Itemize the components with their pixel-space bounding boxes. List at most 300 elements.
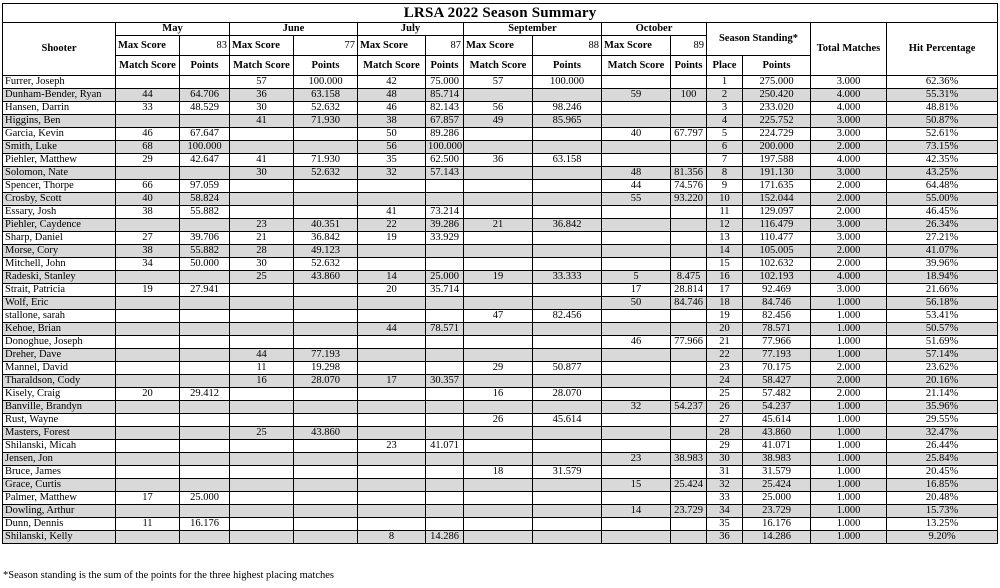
may-match-score-cell [116,323,180,336]
july-match-score-cell: 22 [358,219,426,232]
may-match-score-cell [116,167,180,180]
june-points-cell [294,310,358,323]
may-points-cell [180,505,230,518]
july-match-score-cell: 56 [358,141,426,154]
september-match-score-cell [464,427,533,440]
total-matches-cell: 2.000 [811,258,887,271]
place-cell: 17 [707,284,743,297]
september-match-score-cell: 18 [464,466,533,479]
standing-points-cell: 54.237 [743,401,811,414]
shooter-name-cell: Piehler, Matthew [3,154,116,167]
max-score-label: Max Score [464,36,533,56]
september-match-score-cell [464,492,533,505]
standing-points-cell: 23.729 [743,505,811,518]
july-match-score-cell [358,466,426,479]
standing-points-cell: 38.983 [743,453,811,466]
place-cell: 21 [707,336,743,349]
shooter-name-cell: Piehler, Caydence [3,219,116,232]
standing-points-cell: 171.635 [743,180,811,193]
july-match-score-cell: 50 [358,128,426,141]
july-points-cell [426,245,464,258]
hit-percentage-cell: 23.62% [887,362,998,375]
june-points-cell: 19.298 [294,362,358,375]
october-match-score-cell [602,206,671,219]
may-points-cell: 39.706 [180,232,230,245]
table-row [3,284,998,297]
shooter-name-cell: Mannel, David [3,362,116,375]
table-row [3,219,998,232]
may-points-cell [180,479,230,492]
july-points-cell [426,258,464,271]
september-points-cell [533,141,602,154]
june-match-score-cell: 41 [230,115,294,128]
june-points-cell [294,492,358,505]
place-header: Place [707,56,743,76]
july-points-cell: 85.714 [426,89,464,102]
shooter-name-cell: Dunham-Bender, Ryan [3,89,116,102]
september-points-cell: 50.877 [533,362,602,375]
place-cell: 32 [707,479,743,492]
june-match-score-cell [230,206,294,219]
standing-points-cell: 92.469 [743,284,811,297]
hit-percentage-cell: 43.25% [887,167,998,180]
october-points-cell [671,115,707,128]
standing-points-cell: 31.579 [743,466,811,479]
october-points-cell [671,440,707,453]
september-match-score-cell [464,141,533,154]
total-matches-cell: 2.000 [811,180,887,193]
shooter-name-cell: Bruce, James [3,466,116,479]
june-match-score-cell: 41 [230,154,294,167]
september-match-score-cell: 21 [464,219,533,232]
october-points-cell [671,362,707,375]
june-match-score-cell [230,297,294,310]
hit-percentage-cell: 26.34% [887,219,998,232]
september-points-cell [533,531,602,544]
july-match-score-cell [358,388,426,401]
total-matches-cell: 1.000 [811,440,887,453]
place-cell: 31 [707,466,743,479]
hit-percentage-cell: 57.14% [887,349,998,362]
june-points-cell [294,518,358,531]
october-match-score-cell: 50 [602,297,671,310]
may-points-cell [180,297,230,310]
place-cell: 34 [707,505,743,518]
october-match-score-cell [602,388,671,401]
october-points-cell [671,427,707,440]
table-row [3,505,998,518]
standing-points-cell: 77.193 [743,349,811,362]
may-points-cell: 16.176 [180,518,230,531]
total-matches-cell: 1.000 [811,297,887,310]
september-points-cell: 28.070 [533,388,602,401]
hit-percentage-cell: 18.94% [887,271,998,284]
table-row [3,531,998,544]
total-matches-cell: 1.000 [811,427,887,440]
october-points-cell [671,466,707,479]
september-points-cell [533,193,602,206]
may-match-score-cell [116,453,180,466]
total-matches-cell: 1.000 [811,336,887,349]
total-matches-cell: 2.000 [811,375,887,388]
place-cell: 28 [707,427,743,440]
table-row [3,336,998,349]
place-cell: 1 [707,76,743,89]
shooter-name-cell: Hansen, Darrin [3,102,116,115]
hit-percentage-cell: 42.35% [887,154,998,167]
october-points-cell: 38.983 [671,453,707,466]
may-match-score-cell [116,505,180,518]
july-points-cell [426,180,464,193]
match-score-header: Match Score [358,56,426,76]
shooter-name-cell: Donoghue, Joseph [3,336,116,349]
season-standing-header: Season Standing* [707,23,811,56]
standing-points-cell: 84.746 [743,297,811,310]
may-match-score-cell: 68 [116,141,180,154]
july-match-score-cell [358,453,426,466]
june-match-score-cell [230,401,294,414]
hit-percentage-cell: 15.73% [887,505,998,518]
september-points-cell [533,492,602,505]
june-points-cell [294,284,358,297]
match-score-header: Match Score [602,56,671,76]
september-points-cell [533,89,602,102]
october-points-cell [671,258,707,271]
july-match-score-cell [358,427,426,440]
july-points-cell: 89.286 [426,128,464,141]
july-match-score-cell [358,349,426,362]
total-matches-cell: 2.000 [811,141,887,154]
october-match-score-cell [602,232,671,245]
season-summary-table [2,3,998,544]
july-points-cell [426,518,464,531]
may-points-cell: 48.529 [180,102,230,115]
max-score-value: 83 [180,36,230,56]
june-points-cell: 52.632 [294,167,358,180]
place-cell: 25 [707,388,743,401]
shooter-name-cell: Wolf, Eric [3,297,116,310]
may-match-score-cell [116,219,180,232]
june-points-cell: 40.351 [294,219,358,232]
october-points-cell: 74.576 [671,180,707,193]
total-matches-cell: 2.000 [811,245,887,258]
june-points-cell [294,388,358,401]
july-match-score-cell: 46 [358,102,426,115]
table-row [3,375,998,388]
september-points-cell [533,505,602,518]
september-match-score-cell: 19 [464,271,533,284]
september-points-cell: 82.456 [533,310,602,323]
may-points-cell: 27.941 [180,284,230,297]
may-points-cell: 97.059 [180,180,230,193]
may-match-score-cell: 66 [116,180,180,193]
september-match-score-cell: 26 [464,414,533,427]
september-points-cell [533,336,602,349]
hit-percentage-cell: 25.84% [887,453,998,466]
table-row [3,349,998,362]
july-match-score-cell [358,414,426,427]
standing-points-cell: 57.482 [743,388,811,401]
may-points-cell: 29.412 [180,388,230,401]
july-match-score-cell [358,518,426,531]
september-points-cell [533,128,602,141]
may-points-cell: 67.647 [180,128,230,141]
july-points-cell: 82.143 [426,102,464,115]
october-points-cell [671,219,707,232]
hit-percentage-cell: 20.16% [887,375,998,388]
october-match-score-cell [602,76,671,89]
total-matches-cell: 3.000 [811,76,887,89]
june-points-cell [294,297,358,310]
table-row [3,258,998,271]
place-cell: 19 [707,310,743,323]
shooter-name-cell: Palmer, Matthew [3,492,116,505]
september-match-score-cell [464,479,533,492]
standing-points-cell: 45.614 [743,414,811,427]
standing-points-cell: 197.588 [743,154,811,167]
may-match-score-cell: 46 [116,128,180,141]
september-points-cell [533,349,602,362]
october-match-score-cell [602,375,671,388]
place-cell: 24 [707,375,743,388]
may-points-cell [180,362,230,375]
max-score-value: 88 [533,36,602,56]
standing-points-cell: 43.860 [743,427,811,440]
october-points-cell [671,141,707,154]
july-points-cell: 73.214 [426,206,464,219]
october-match-score-cell [602,141,671,154]
september-match-score-cell [464,180,533,193]
hit-percentage-cell: 41.07% [887,245,998,258]
shooter-name-cell: Essary, Josh [3,206,116,219]
september-points-cell: 31.579 [533,466,602,479]
shooter-name-cell: Kisely, Craig [3,388,116,401]
place-cell: 8 [707,167,743,180]
standing-points-cell: 250.420 [743,89,811,102]
standing-points-cell: 16.176 [743,518,811,531]
shooter-name-cell: Radeski, Stanley [3,271,116,284]
may-points-cell [180,375,230,388]
october-match-score-cell [602,427,671,440]
june-match-score-cell [230,180,294,193]
july-match-score-cell [358,297,426,310]
place-cell: 14 [707,245,743,258]
june-points-cell [294,336,358,349]
october-points-cell [671,518,707,531]
place-cell: 16 [707,271,743,284]
july-match-score-cell [358,362,426,375]
may-match-score-cell: 38 [116,206,180,219]
standing-points-cell: 152.044 [743,193,811,206]
points-header: Points [180,56,230,76]
may-match-score-cell [116,375,180,388]
september-points-cell [533,297,602,310]
july-points-cell: 62.500 [426,154,464,167]
july-match-score-cell: 44 [358,323,426,336]
june-match-score-cell [230,336,294,349]
shooter-name-cell: Kehoe, Brian [3,323,116,336]
september-match-score-cell [464,531,533,544]
september-match-score-cell: 29 [464,362,533,375]
total-matches-cell: 4.000 [811,102,887,115]
july-points-cell: 14.286 [426,531,464,544]
may-match-score-cell: 33 [116,102,180,115]
standing-points-cell: 116.479 [743,219,811,232]
hit-percentage-cell: 48.81% [887,102,998,115]
may-points-cell [180,349,230,362]
hit-percentage-cell: 64.48% [887,180,998,193]
october-points-cell: 28.814 [671,284,707,297]
shooter-name-cell: stallone, sarah [3,310,116,323]
september-match-score-cell [464,349,533,362]
july-points-cell [426,193,464,206]
june-match-score-cell [230,193,294,206]
place-cell: 35 [707,518,743,531]
june-match-score-cell [230,128,294,141]
october-match-score-cell: 55 [602,193,671,206]
september-match-score-cell: 56 [464,102,533,115]
season-summary-sheet [2,3,997,544]
may-points-cell: 25.000 [180,492,230,505]
july-points-cell: 78.571 [426,323,464,336]
october-points-cell: 25.424 [671,479,707,492]
hit-percentage-cell: 35.96% [887,401,998,414]
october-match-score-cell [602,362,671,375]
september-points-cell: 85.965 [533,115,602,128]
may-match-score-cell: 29 [116,154,180,167]
hit-percentage-cell: 32.47% [887,427,998,440]
july-points-cell: 25.000 [426,271,464,284]
july-points-cell [426,297,464,310]
july-points-cell: 30.357 [426,375,464,388]
shooter-name-cell: Crosby, Scott [3,193,116,206]
june-points-cell: 52.632 [294,258,358,271]
shooter-name-cell: Dunn, Dennis [3,518,116,531]
table-row [3,128,998,141]
total-matches-cell: 3.000 [811,219,887,232]
september-points-cell [533,427,602,440]
may-points-cell [180,219,230,232]
july-match-score-cell [358,479,426,492]
september-match-score-cell [464,401,533,414]
july-match-score-cell: 23 [358,440,426,453]
june-match-score-cell [230,518,294,531]
standing-points-cell: 25.000 [743,492,811,505]
july-points-cell [426,414,464,427]
place-cell: 27 [707,414,743,427]
table-row [3,141,998,154]
july-points-cell: 39.286 [426,219,464,232]
total-matches-cell: 4.000 [811,154,887,167]
june-match-score-cell: 23 [230,219,294,232]
may-match-score-cell: 19 [116,284,180,297]
hit-percentage-cell: 56.18% [887,297,998,310]
july-match-score-cell [358,245,426,258]
july-match-score-cell: 14 [358,271,426,284]
hit-percentage-cell: 21.14% [887,388,998,401]
june-points-cell [294,479,358,492]
hit-percentage-cell: 73.15% [887,141,998,154]
match-score-header: Match Score [230,56,294,76]
may-points-cell [180,323,230,336]
june-points-cell: 49.123 [294,245,358,258]
september-points-cell [533,167,602,180]
total-matches-cell: 2.000 [811,193,887,206]
shooter-name-cell: Solomon, Nate [3,167,116,180]
june-match-score-cell [230,440,294,453]
may-points-cell [180,76,230,89]
hit-percentage-cell: 20.45% [887,466,998,479]
match-score-header: Match Score [116,56,180,76]
june-match-score-cell: 28 [230,245,294,258]
june-points-cell: 36.842 [294,232,358,245]
may-match-score-cell [116,336,180,349]
shooter-name-cell: Shilanski, Kelly [3,531,116,544]
standing-points-cell: 233.020 [743,102,811,115]
place-cell: 36 [707,531,743,544]
october-match-score-cell: 32 [602,401,671,414]
hit-percentage-cell: 50.57% [887,323,998,336]
june-points-cell: 43.860 [294,427,358,440]
may-match-score-cell: 20 [116,388,180,401]
total-matches-cell: 1.000 [811,310,887,323]
total-matches-header: Total Matches [811,23,887,76]
total-matches-cell: 1.000 [811,414,887,427]
september-points-cell [533,479,602,492]
october-points-cell: 67.797 [671,128,707,141]
table-row [3,310,998,323]
july-match-score-cell: 48 [358,89,426,102]
shooter-name-cell: Masters, Forest [3,427,116,440]
october-match-score-cell: 59 [602,89,671,102]
place-cell: 13 [707,232,743,245]
place-cell: 7 [707,154,743,167]
total-matches-cell: 1.000 [811,531,887,544]
october-match-score-cell: 48 [602,167,671,180]
june-points-cell [294,323,358,336]
may-match-score-cell [116,271,180,284]
june-match-score-cell [230,141,294,154]
july-match-score-cell [358,336,426,349]
june-points-cell: 63.158 [294,89,358,102]
may-points-cell [180,531,230,544]
standing-points-cell: 200.000 [743,141,811,154]
june-match-score-cell: 44 [230,349,294,362]
total-matches-cell: 3.000 [811,232,887,245]
july-points-cell: 100.000 [426,141,464,154]
september-points-cell [533,375,602,388]
june-match-score-cell [230,310,294,323]
standing-points-cell: 77.966 [743,336,811,349]
june-points-cell [294,206,358,219]
october-match-score-cell: 40 [602,128,671,141]
table-row [3,518,998,531]
september-match-score-cell [464,375,533,388]
may-points-cell: 100.000 [180,141,230,154]
may-match-score-cell: 27 [116,232,180,245]
july-points-cell [426,453,464,466]
place-cell: 15 [707,258,743,271]
july-match-score-cell [358,492,426,505]
table-row [3,154,998,167]
month-header-september: September [464,23,602,36]
june-match-score-cell [230,492,294,505]
september-match-score-cell: 47 [464,310,533,323]
shooter-name-cell: Rust, Wayne [3,414,116,427]
shooter-name-cell: Furrer, Joseph [3,76,116,89]
total-matches-cell: 1.000 [811,323,887,336]
june-match-score-cell: 30 [230,167,294,180]
